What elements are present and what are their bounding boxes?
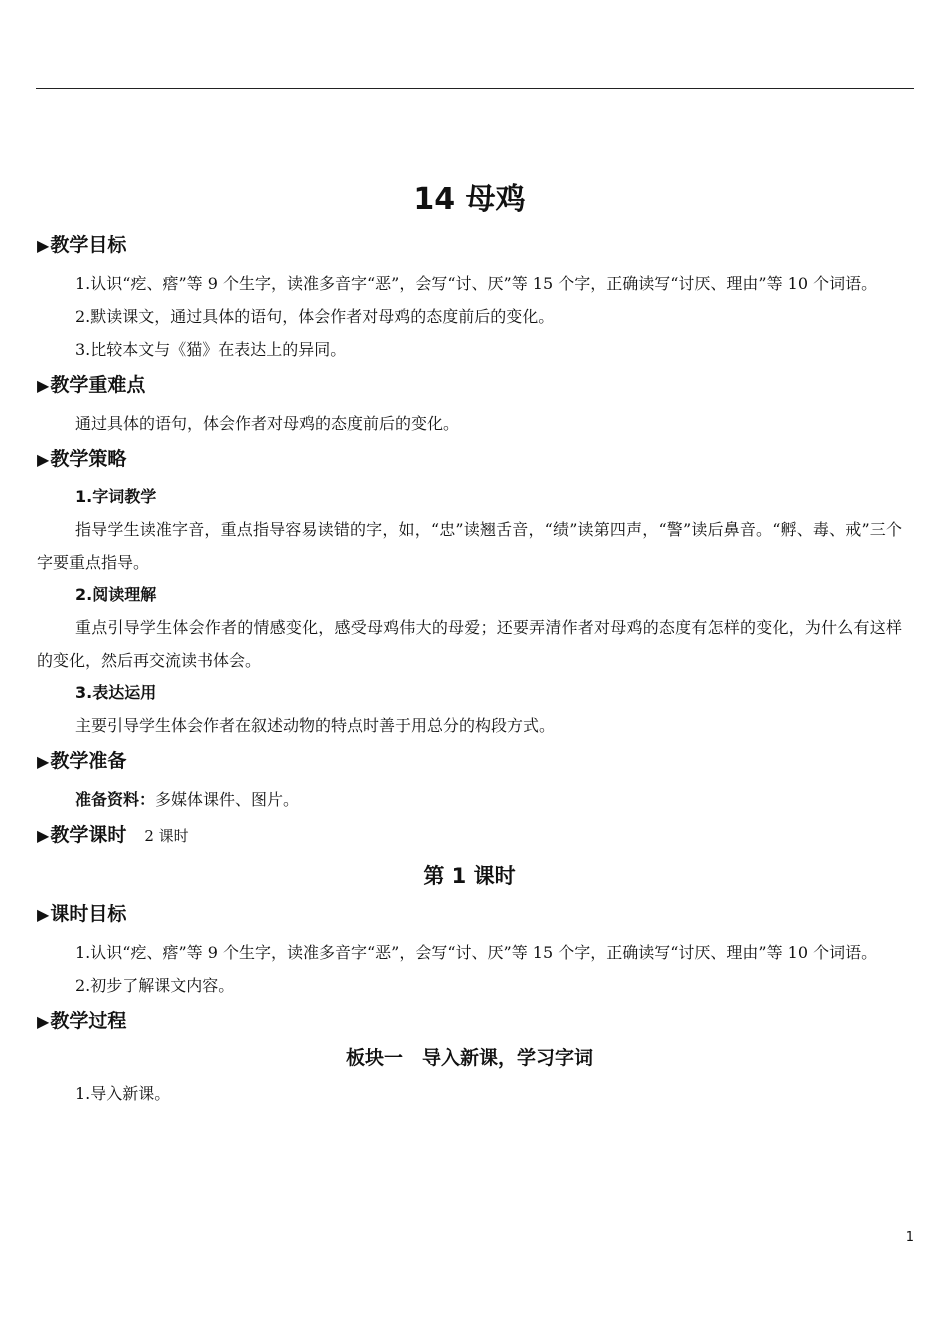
section-heading-text: 课时目标 xyxy=(50,903,127,925)
section-heading-text: 教学课时 xyxy=(50,824,127,846)
lesson-goal-item: 1.认识“疙、瘩”等 9 个生字，读准多音字“恶”，会写“讨、厌”等 15 个字，正确读写“讨厌、理由”等 10 个词语。 xyxy=(75,943,878,962)
page-number: 1 xyxy=(905,1230,914,1245)
section-heading-lesson-goals xyxy=(37,901,902,928)
header-rule xyxy=(36,88,914,89)
goal-item: 1.认识“疙、瘩”等 9 个生字，读准多音字“恶”，会写“讨、厌”等 15 个字，正确读写“讨厌、理由”等 10 个词语。 xyxy=(75,274,878,293)
section-heading-text: 教学过程 xyxy=(50,1010,127,1032)
section-heading-text: 教学准备 xyxy=(50,750,127,772)
document-title: 14 母鸡 xyxy=(413,182,526,217)
strategy-text: 主要引导学生体会作者在叙述动物的特点时善于用总分的构段方式。 xyxy=(75,716,556,735)
triangle-bullet-icon: ▶ xyxy=(37,826,50,845)
lesson-heading: 第 1 课时 xyxy=(423,864,516,888)
strategy-label: 2.阅读理解 xyxy=(75,585,157,604)
triangle-bullet-icon: ▶ xyxy=(37,376,50,395)
section-heading-preparation xyxy=(37,748,902,775)
section-heading-strategy xyxy=(37,446,902,473)
strategy-label: 3.表达运用 xyxy=(75,683,157,702)
preparation-text: 多媒体课件、图片。 xyxy=(155,790,300,809)
section-heading-key-points xyxy=(37,372,902,399)
section-heading-goals xyxy=(37,232,902,259)
preparation-label: 准备资料： xyxy=(75,790,156,809)
triangle-bullet-icon: ▶ xyxy=(37,450,50,469)
triangle-bullet-icon: ▶ xyxy=(37,1012,50,1031)
document-body xyxy=(37,178,902,1110)
section-heading-process xyxy=(37,1008,902,1035)
goal-item: 2.默读课文，通过具体的语句，体会作者对母鸡的态度前后的变化。 xyxy=(75,307,555,326)
block-title: 板块一 导入新课，学习字词 xyxy=(345,1047,593,1069)
triangle-bullet-icon: ▶ xyxy=(37,752,50,771)
section-heading-hours xyxy=(37,822,902,849)
strategy-label: 1.字词教学 xyxy=(75,487,157,506)
triangle-bullet-icon: ▶ xyxy=(37,905,50,924)
section-heading-text: 教学重难点 xyxy=(50,374,146,396)
process-item: 1.导入新课。 xyxy=(75,1084,171,1103)
preparation-line xyxy=(37,783,902,816)
strategy-text: 重点引导学生体会作者的情感变化，感受母鸡伟大的母爱；还要弄清作者对母鸡的态度有怎样的变化，为什么有这样的变化，然后再交流读书体会。 xyxy=(37,618,902,670)
triangle-bullet-icon: ▶ xyxy=(37,236,50,255)
goal-item: 3.比较本文与《猫》在表达上的异同。 xyxy=(75,340,347,359)
section-heading-text: 教学策略 xyxy=(50,448,127,470)
section-heading-text: 教学目标 xyxy=(50,234,127,256)
lesson-goal-item: 2.初步了解课文内容。 xyxy=(75,976,235,995)
hours-value: 2 课时 xyxy=(144,827,189,845)
strategy-text: 指导学生读准字音，重点指导容易读错的字，如，“忠”读翘舌音，“绩”读第四声，“警”读后鼻音。“孵、毒、戒”三个字要重点指导。 xyxy=(37,520,902,572)
key-points-text: 通过具体的语句，体会作者对母鸡的态度前后的变化。 xyxy=(75,414,460,433)
